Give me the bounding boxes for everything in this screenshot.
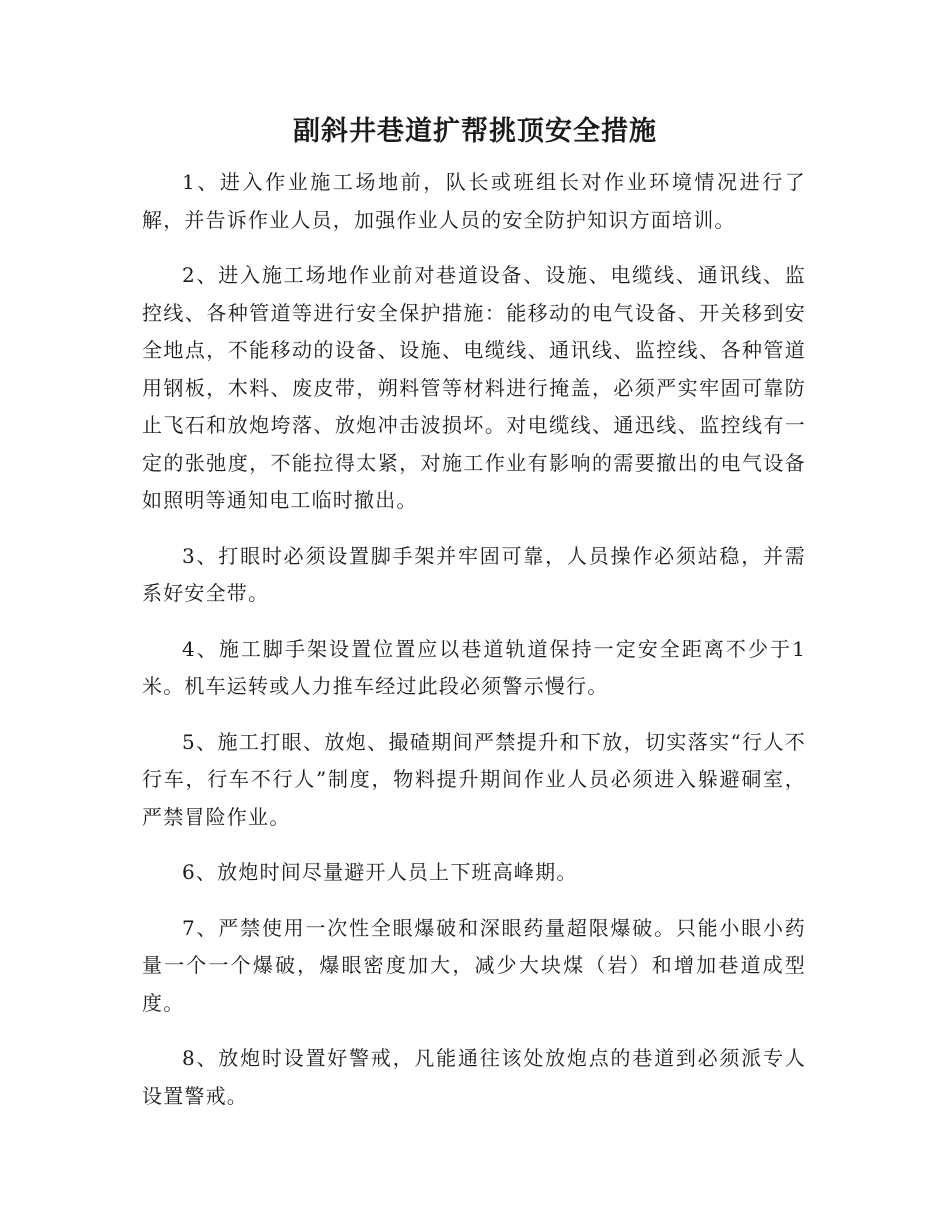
paragraph-5: 5、施工打眼、放炮、撮碴期间严禁提升和下放，切实落实“行人不行车，行车不行人”制度，物料提升期间作业人员必须进入躲避硐室，严禁冒险作业。 [142, 729, 806, 829]
paragraph-2: 2、进入施工场地作业前对巷道设备、设施、电缆线、通讯线、监控线、各种管道等进行安全保护措施：能移动的电气设备、开关移到安全地点，不能移动的设备、设施、电缆线、通讯线、监控线、各种管道用钢板，木料、废皮带，朔料管等材料进行掩盖，必须严实牢固可靠防止飞石和放炮垮落、放炮冲击波损坏。对电缆线、通迅线、监控线有一定的张弛度，不能拉得太紧，对施工作业有影响的需要撤出的电气设备如照明等通知电工临时撤出。 [142, 263, 806, 512]
paragraph-6: 6、放炮时间尽量避开人员上下班高峰期。 [182, 860, 578, 884]
page-title: 副斜井巷道扩帮挑顶安全措施 [293, 116, 657, 147]
paragraph-8: 8、放炮时设置好警戒，凡能通往该处放炮点的巷道到必须派专人设置警戒。 [142, 1046, 806, 1108]
document-body [142, 164, 806, 1133]
paragraph-4: 4、施工脚手架设置位置应以巷道轨道保持一定安全距离不少于1米。机车运转或人力推车经过此段必须警示慢行。 [142, 636, 806, 698]
paragraph-1: 1、进入作业施工场地前，队长或班组长对作业环境情况进行了解，并告诉作业人员，加强作业人员的安全防护知识方面培训。 [142, 170, 806, 232]
paragraph-7: 7、严禁使用一次性全眼爆破和深眼药量超限爆破。只能小眼小药量一个一个爆破，爆眼密度加大，减少大块煤（岩）和增加巷道成型度。 [142, 915, 806, 1015]
paragraph-3: 3、打眼时必须设置脚手架并牢固可靠，人员操作必须站稳，并需系好安全带。 [142, 543, 806, 605]
